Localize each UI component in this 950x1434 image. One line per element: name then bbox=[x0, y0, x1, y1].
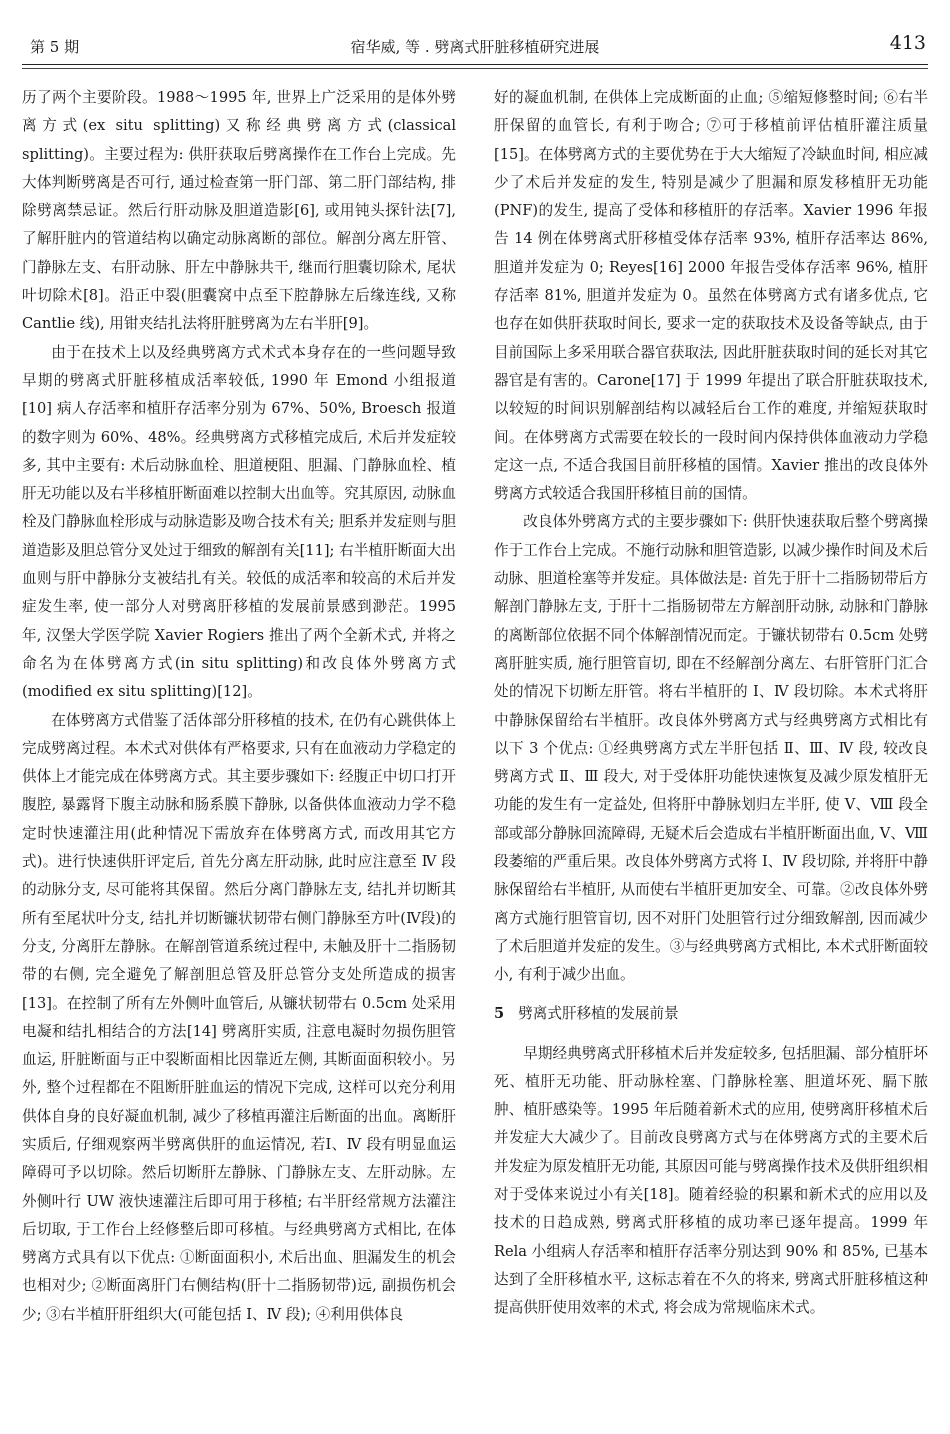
right-column bbox=[494, 84, 928, 1424]
paragraph-modified-ex-situ: 改良体外劈离方式的主要步骤如下: 供肝快速获取后整个劈离操作于工作台上完成。不施行动脉和胆管造影, 以减少操作时间及术后动脉、胆道栓塞等并发症。具体做法是: 首先于肝十二指肠韧带后方解剖门静脉左支, 于肝十二指肠韧带左方解剖肝动脉, 动脉和门静脉的离断部位依据不同个体解剖情况而定。于镰状韧带右 0.5cm 处劈离肝脏实质, 施行胆管盲切, 即在不经解剖分离左、右肝管肝门汇合处的情况下切断左肝管。将右半植肝的 Ⅰ、Ⅳ 段切除。本术式将肝中静脉保留给右半植肝。改良体外劈离方式与经典劈离方式相比有以下 3 个优点: ①经典劈离方式左半肝包括 Ⅱ、Ⅲ、Ⅳ 段, 较改良劈离方式 Ⅱ、Ⅲ 段大, 对于受体肝功能快速恢复及减少原发植肝无功能的发生有一定益处, 但将肝中静脉划归左半肝, 使 Ⅴ、Ⅷ 段全部或部分静脉回流障碍, 无疑术后会造成右半植肝断面出血, Ⅴ、Ⅷ 段萎缩的严重后果。改良体外劈离方式将 Ⅰ、Ⅳ 段切除, 并将肝中静脉保留给右半植肝, 从而使右半植肝更加安全、可靠。②改良体外劈离方式施行胆管盲切, 因不对肝门处胆管行过分细致解剖, 因而减少了术后胆道并发症的发生。③与经典劈离方式相比, 本术式肝断面较小, 有利于减少出血。 bbox=[494, 513, 928, 984]
paragraph-in-situ-splitting: 在体劈离方式借鉴了活体部分肝移植的技术, 在仍有心跳供体上完成劈离过程。本术式对供体有严格要求, 只有在血液动力学稳定的供体上才能完成在体劈离方式。其主要步骤如下: 经腹正中切口打开腹腔, 暴露肾下腹主动脉和肠系膜下静脉, 以备供体血液动力学不稳定时快速灌注用(此种情况下需放弃在体劈离方式, 而改用其它方式)。进行快速供肝评定后, 首先分离左肝动脉, 此时应注意至 Ⅳ 段的动脉分支, 尽可能将其保留。然后分离门静脉左支, 结扎并切断其所有至尾状叶分支, 结扎并切断镰状韧带右侧门静脉至方叶(Ⅳ段)的分支, 分离肝左静脉。在解剖管道系统过程中, 未触及肝十二指肠韧带的右侧, 完全避免了解剖胆总管及肝总管分支处所造成的损害[13]。在控制了所有左外侧叶血管后, 从镰状韧带右 0.5cm 处采用电凝和结扎相结合的方法[14] 劈离肝实质, 注意电凝时勿损伤胆管血运, 肝脏断面与正中裂断面相比因靠近左侧, 其断面面积较小。另外, 整个过程都在不阻断肝脏血运的情况下完成, 这样可以充分利用供体自身的良好凝血机制, 减少了移植再灌注后断面的出血。离断肝实质后, 仔细观察两半劈离供肝的血运情况, 若Ⅰ、Ⅳ 段有明显血运障碍可予以切除。然后切断肝左静脉、门静脉左支、左肝动脉。左外侧叶行 UW 液快速灌注后即可用于移植; 右半肝经常规方法灌注后切取, 于工作台上经修整后即可移植。与经典劈离方式相比, 在体劈离方式具有以下优点: ①断面面积小, 术后出血、胆漏发生的机会也相对少; ②断面离肝门右侧结构(肝十二指肠韧带)远, 副损伤机会少; ③右半植肝肝组织大(可能包括 Ⅰ、Ⅳ 段); ④利用供体良 bbox=[22, 711, 456, 1323]
journal-issue: 第 5 期 bbox=[30, 38, 80, 56]
header-rule-thin bbox=[22, 68, 928, 69]
page-number: 413 bbox=[889, 32, 926, 54]
paragraph-continued-history: 历了两个主要阶段。1988～1995 年, 世界上广泛采用的是体外劈离方式(ex situ splitting)又称经典劈离方式(classical splitting)。主要过程为: 供肝获取后劈离操作在工作台上完成。先大体判断劈离是否可行, 通过检查第一肝门部、第二肝门部结构, 排除劈离禁忌证。然后行肝动脉及胆道造影[6], 或用钝头探针法[7], 了解肝脏内的管道结构以确定动脉离断的部位。解剖分离左肝管、门静脉左支、右肝动脉、肝左中静脉共干, 继而行胆囊切除术, 尾状叶切除术[8]。沿正中裂(胆囊窝中点至下腔静脉左后缘连线, 又称 Cantlie 线), 用钳夹结扎法将肝脏劈离为左右半肝[9]。 bbox=[22, 89, 456, 333]
running-header bbox=[22, 30, 928, 60]
section-heading bbox=[494, 1000, 928, 1028]
article-running-title: 宿华威, 等 . 劈离式肝脏移植研究进展 bbox=[350, 38, 600, 56]
paragraph-development-prospects: 早期经典劈离式肝移植术后并发症较多, 包括胆漏、部分植肝坏死、植肝无功能、肝动脉栓塞、门静脉栓塞、胆道坏死、膈下脓肿、植肝感染等。1995 年后随着新术式的应用, 使劈离肝移植术后并发症大大减少了。目前改良劈离方式与在体劈离方式的主要术后并发症为原发植肝无功能, 其原因可能与劈离操作技术及供肝组织相对于受体来说过小有关[18]。随着经验的积累和新术式的应用以及技术的日趋成熟, 劈离式肝移植的成功率已逐年提高。1999 年 Rela 小组病人存活率和植肝存活率分别达到 90% 和 85%, 已基本达到了全肝移植水平, 这标志着在不久的将来, 劈离式肝脏移植这种提高供肝使用效率的术式, 将会成为常规临床术式。 bbox=[494, 1044, 928, 1317]
header-rule-thick bbox=[22, 64, 928, 65]
section-title: 劈离式肝移植的发展前景 bbox=[518, 1004, 679, 1022]
left-column bbox=[22, 84, 456, 1424]
paragraph-in-situ-advantages: 好的凝血机制, 在供体上完成断面的止血; ⑤缩短修整时间; ⑥右半肝保留的血管长, 有利于吻合; ⑦可于移植前评估植肝灌注质量[15]。在体劈离方式的主要优势在于大大缩短了冷缺血时间, 相应减少了术后并发症的发生, 特别是减少了胆漏和原发移植肝无功能(PNF)的发生, 提高了受体和移植肝的存活率。Xavier 1996 年报告 14 例在体劈离式肝移植受体存活率 93%, 植肝存活率达 86%, 胆道并发症为 0; Reyes[16] 2000 年报告受体存活率 96%, 植肝存活率 81%, 胆道并发症为 0。虽然在体劈离方式有诸多优点, 它也存在如供肝获取时间长, 要求一定的获取技术及设备等缺点, 由于目前国际上多采用联合器官获取法, 因此肝脏获取时间的延长对其它器官是有害的。Carone[17] 于 1999 年提出了联合肝脏获取技术, 以较短的时间识别解剖结构以减轻后台工作的难度, 并缩短获取时间。在体劈离方式需要在较长的一段时间内保持供体血液动力学稳定这一点, 不适合我国目前肝移植的国情。Xavier 推出的改良体外劈离方式较适合我国肝移植目前的国情。 bbox=[494, 89, 928, 503]
paragraph-classical-splitting-problems: 由于在技术上以及经典劈离方式术式本身存在的一些问题导致早期的劈离式肝脏移植成活率较低, 1990 年 Emond 小组报道[10] 病人存活率和植肝存活率分别为 67%、50%, Broesch 报道的数字则为 60%、48%。经典劈离方式移植完成后, 术后并发症较多, 其中主要有: 术后动脉血栓、胆道梗阻、胆漏、门静脉血栓、植肝无功能以及右半移植肝断面难以控制大出血等。究其原因, 动脉血栓及门静脉血栓形成与动脉造影及吻合技术有关; 胆系并发症则与胆道造影及胆总管分叉处过于细致的解剖有关[11]; 右半植肝断面大出血则与肝中静脉分支被结扎有关。较低的成活率和较高的术后并发症发生率, 使一部分人对劈离肝移植的发展前景感到渺茫。1995 年, 汉堡大学医学院 Xavier Rogiers 推出了两个全新术式, 并将之命名为在体劈离方式(in situ splitting)和改良体外劈离方式(modified ex situ splitting)[12]。 bbox=[22, 343, 456, 701]
section-number: 5 bbox=[494, 1004, 505, 1022]
